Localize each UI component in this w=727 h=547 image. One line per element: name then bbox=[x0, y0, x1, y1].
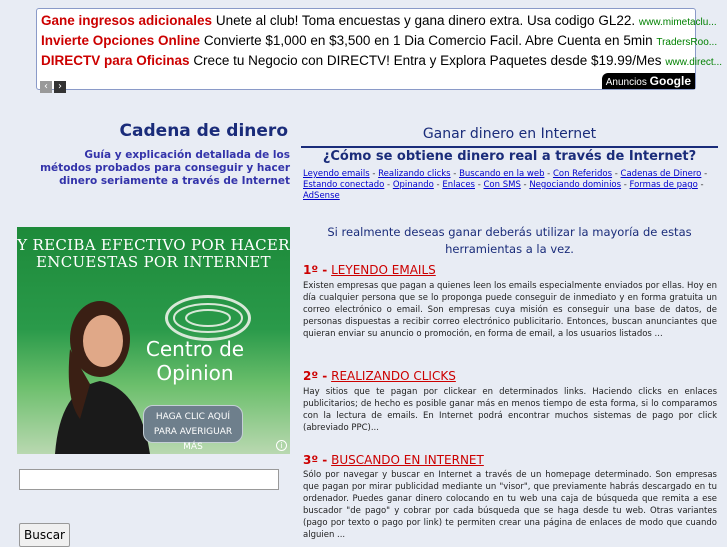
topic-link[interactable]: Negociando dominios bbox=[529, 180, 622, 190]
ad-url[interactable]: www.mimetaclu... bbox=[638, 17, 717, 28]
topic-link[interactable]: Cadenas de Dinero bbox=[620, 169, 702, 179]
banner-brand: Centro de Opinion bbox=[145, 337, 245, 385]
topic-link[interactable]: Leyendo emails bbox=[303, 169, 370, 179]
intro-text: Si realmente deseas ganar deberás utilizar la mayoría de estas herramientas a la vez. bbox=[327, 225, 692, 256]
page-title: Ganar dinero en Internet bbox=[422, 126, 597, 142]
ad-item[interactable] bbox=[41, 52, 723, 70]
topic-link[interactable]: Formas de pago bbox=[629, 180, 698, 190]
topic-link[interactable]: AdSense bbox=[303, 191, 340, 201]
topic-links: Leyendo emails - Realizando clicks - Buscando en la web - Con Referidos - Cadenas de Dinero - Estando conectado - Opinando - Enlaces - Con SMS - Negociando dominios - Formas de pago - AdSense bbox=[303, 169, 708, 201]
topic-link[interactable]: Opinando bbox=[392, 180, 434, 190]
search-button[interactable]: Buscar bbox=[19, 523, 70, 547]
topic-link[interactable]: Estando conectado bbox=[303, 180, 385, 190]
ad-item[interactable] bbox=[41, 12, 717, 30]
opinion-survey-banner-ad[interactable] bbox=[17, 227, 290, 454]
ad-title[interactable]: Invierte Opciones Online bbox=[41, 33, 201, 48]
banner-headline: Y RECIBA EFECTIVO POR HACER ENCUESTAS POR INTERNET bbox=[17, 236, 290, 271]
ad-description: Crece tu Negocio con DIRECTV! Entra y Explora Paquetes desde $19.99/Mes bbox=[193, 53, 662, 68]
topic-link[interactable]: Buscando en la web bbox=[459, 169, 545, 179]
topic-link[interactable]: Con Referidos bbox=[552, 169, 613, 179]
chevron-right-icon[interactable]: › bbox=[54, 81, 66, 93]
topic-link[interactable]: Con SMS bbox=[483, 180, 521, 190]
section-heading bbox=[303, 263, 436, 277]
ad-title[interactable]: Gane ingresos adicionales bbox=[41, 13, 213, 28]
section-text: Existen empresas que pagan a quienes leen los emails especialmente enviados por ellas. Hoy en día cualquier persona que se lo proponga puede conseguir de inmediato y en forma gratuita un correo electrónico o email. Son empresas cuya misión es conseguir una base de datos, de personas dispuestas a recibir correo electrónico publicitario. Entonces, buscan anunciantes que quieran enviar su anuncio o promoción, en forma de email, a los usuarios listados ... bbox=[303, 281, 717, 339]
ad-badge-label: Anuncios bbox=[605, 77, 647, 88]
ad-description: Convierte $1,000 en $3,500 en 1 Dia Comercio Facil. Abre Cuenta en 5min bbox=[203, 33, 653, 48]
ad-description: Unete al club! Toma encuestas y gana dinero extra. Usa codigo GL22. bbox=[215, 13, 636, 28]
site-subtitle: Guía y explicación detallada de los métodos probados para conseguir y hacer dinero seriamente a través de Internet bbox=[40, 149, 290, 187]
title-divider bbox=[301, 146, 718, 148]
ad-item[interactable] bbox=[41, 32, 718, 50]
site-title: Cadena de dinero bbox=[119, 121, 288, 141]
section-number: 3º - bbox=[303, 453, 328, 467]
ad-url[interactable]: www.direct... bbox=[665, 57, 723, 68]
page-question: ¿Cómo se obtiene dinero real a través de Internet? bbox=[322, 149, 697, 164]
info-icon[interactable]: i bbox=[276, 440, 287, 451]
search-input[interactable] bbox=[19, 469, 279, 490]
section-heading bbox=[303, 453, 484, 467]
topic-link[interactable]: Enlaces bbox=[442, 180, 475, 190]
ad-url[interactable]: TradersRoo... bbox=[656, 37, 718, 48]
section-title-link[interactable]: REALIZANDO CLICKS bbox=[331, 369, 456, 383]
ads-by-google-badge[interactable] bbox=[602, 73, 695, 89]
section-text: Hay sitios que te pagan por clickear en determinados links. Haciendo clicks en enlaces publicitarios; de hecho es posible ganar más en menos tiempo de esta forma, si lo comparamos con la lectura de emails. En Internet podrá encontrar muchos sistemas de pago por click (abreviado PPC)... bbox=[303, 387, 717, 433]
centro-opinion-logo-icon bbox=[165, 295, 251, 341]
ad-title[interactable]: DIRECTV para Oficinas bbox=[41, 53, 190, 68]
banner-cta-button[interactable]: HAGA CLIC AQUÍ PARA AVERIGUAR MÁS bbox=[143, 405, 243, 443]
section-number: 2º - bbox=[303, 369, 328, 383]
section-text: Sólo por navegar y buscar en Internet a través de un homepage determinado. Son empresas que pagan por mirar publicidad mediante un "visor", que previamente habrás descargado en tu ordenador. Puedes ganar dinero colocando en tu web una caja de búsqueda que remita a ese buscador "de pago" y cobrar por cada búsqueda que se haga desde tu web. Otras variantes (pago por texto o pago por link) te permiten crear una página de enlaces de modo que cuando alguien ... bbox=[303, 470, 717, 540]
ad-box bbox=[36, 8, 723, 92]
chevron-left-icon[interactable]: ‹ bbox=[40, 81, 52, 93]
topic-link[interactable]: Realizando clicks bbox=[378, 169, 451, 179]
section-number: 1º - bbox=[303, 263, 328, 277]
ad-nav bbox=[40, 74, 68, 93]
ad-badge-brand: Google bbox=[649, 74, 691, 88]
section-title-link[interactable]: LEYENDO EMAILS bbox=[331, 263, 436, 277]
section-title-link[interactable]: BUSCANDO EN INTERNET bbox=[331, 453, 484, 467]
section-heading bbox=[303, 369, 456, 383]
